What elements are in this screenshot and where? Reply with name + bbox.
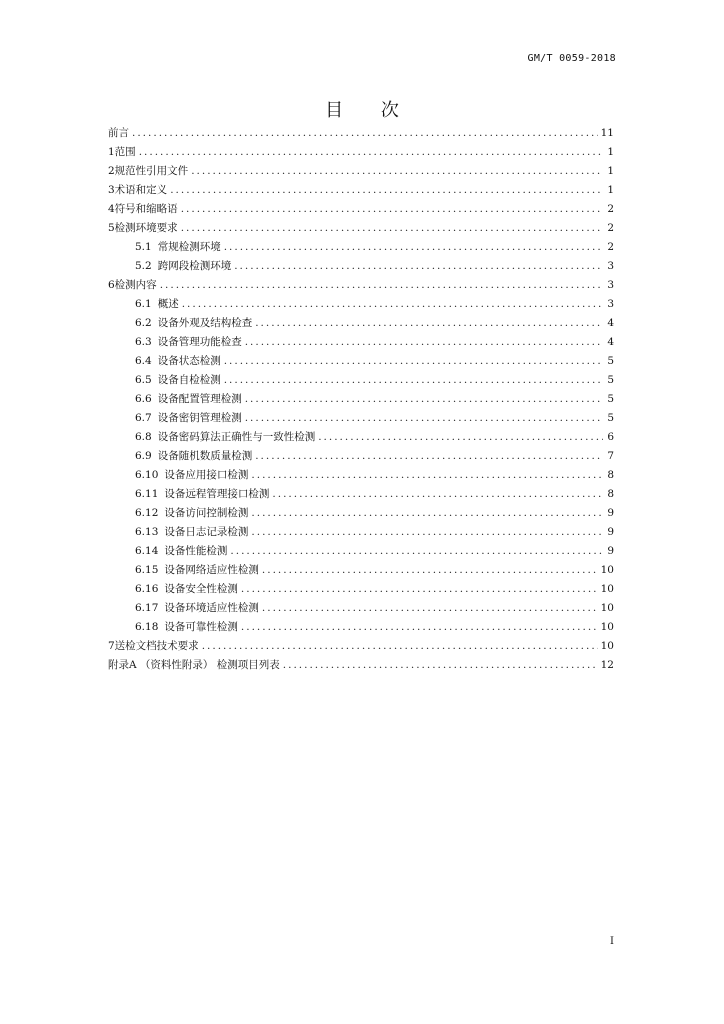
toc-entry-number: 5.1: [135, 241, 152, 253]
toc-entry-label: 6检测内容: [108, 279, 157, 291]
toc-entry-number: 6.18: [135, 621, 159, 633]
toc-entry-label: 7送检文档技术要求: [108, 640, 199, 652]
toc-entry-number: 5.2: [135, 260, 152, 272]
toc-entry-label: 设备密钥管理检测: [157, 412, 242, 424]
toc-entry-page: 12: [600, 659, 614, 671]
toc-entry-label: 设备性能检测: [164, 545, 228, 557]
toc-entry[interactable]: [108, 124, 614, 143]
toc-entry-page: 2: [607, 203, 614, 215]
toc-entry-page: 11: [600, 127, 614, 139]
toc-dot-leader: [245, 333, 603, 352]
toc-entry-label: 设备应用接口检测: [164, 469, 249, 481]
toc-entry-number: 6.9: [135, 450, 152, 462]
toc-entry[interactable]: [108, 409, 614, 428]
toc-entry-number: 6.8: [135, 431, 152, 443]
toc-entry-label: 跨网段检测环境: [157, 260, 232, 272]
toc-entry-number: 6.10: [135, 469, 159, 481]
toc-entry-number: 6.3: [135, 336, 152, 348]
table-of-contents: [108, 124, 614, 675]
toc-entry[interactable]: [108, 333, 614, 352]
toc-entry-label: 设备日志记录检测: [164, 526, 249, 538]
toc-entry-page: 4: [607, 317, 614, 329]
toc-entry-label: 2规范性引用文件: [108, 165, 189, 177]
toc-entry-label: 设备自检检测: [157, 374, 221, 386]
toc-entry-number: 6.1: [135, 298, 152, 310]
toc-dot-leader: [318, 428, 603, 447]
toc-dot-leader: [224, 238, 603, 257]
toc-entry-label: 设备管理功能检查: [157, 336, 242, 348]
toc-entry-label: 概述: [157, 298, 179, 310]
toc-dot-leader: [283, 656, 598, 675]
toc-entry[interactable]: [108, 257, 614, 276]
toc-dot-leader: [182, 295, 603, 314]
toc-entry-page: 5: [607, 374, 614, 386]
toc-entry-label: 常规检测环境: [157, 241, 221, 253]
document-code: GM/T 0059-2018: [527, 53, 616, 64]
toc-dot-leader: [132, 124, 598, 143]
page-number: I: [610, 936, 614, 947]
toc-entry-label: 附录A （资料性附录） 检测项目列表: [108, 659, 280, 671]
toc-dot-leader: [170, 181, 603, 200]
toc-dot-leader: [255, 314, 603, 333]
toc-entry-page: 5: [607, 412, 614, 424]
toc-entry[interactable]: [108, 200, 614, 219]
toc-entry[interactable]: [108, 580, 614, 599]
toc-entry-page: 4: [607, 336, 614, 348]
toc-entry-label: 设备安全性检测: [164, 583, 238, 595]
toc-dot-leader: [245, 390, 603, 409]
toc-entry[interactable]: [108, 219, 614, 238]
toc-entry-page: 10: [600, 602, 614, 614]
toc-entry-label: 前言: [108, 127, 129, 139]
toc-entry-page: 1: [607, 146, 614, 158]
toc-entry-page: 8: [607, 469, 614, 481]
toc-entry[interactable]: [108, 542, 614, 561]
toc-entry-number: 6.6: [135, 393, 152, 405]
toc-entry-number: 6.4: [135, 355, 152, 367]
toc-entry[interactable]: [108, 618, 614, 637]
toc-dot-leader: [191, 162, 603, 181]
toc-entry[interactable]: [108, 504, 614, 523]
toc-entry-page: 10: [600, 640, 614, 652]
toc-dot-leader: [230, 542, 603, 561]
toc-dot-leader: [245, 409, 603, 428]
toc-entry[interactable]: [108, 143, 614, 162]
toc-dot-leader: [262, 561, 598, 580]
toc-entry[interactable]: [108, 181, 614, 200]
toc-entry-number: 6.2: [135, 317, 152, 329]
toc-entry-number: 6.11: [135, 488, 159, 500]
toc-entry-page: 10: [600, 564, 614, 576]
toc-entry[interactable]: [108, 656, 614, 675]
toc-entry-page: 5: [607, 355, 614, 367]
page-title: 目 次: [325, 100, 415, 121]
toc-entry-number: 6.7: [135, 412, 152, 424]
toc-entry-page: 9: [607, 545, 614, 557]
toc-dot-leader: [202, 637, 598, 656]
toc-entry-page: 9: [607, 507, 614, 519]
toc-entry[interactable]: [108, 371, 614, 390]
toc-entry-page: 1: [607, 184, 614, 196]
toc-dot-leader: [255, 447, 603, 466]
toc-entry[interactable]: [108, 466, 614, 485]
toc-entry-label: 设备状态检测: [157, 355, 221, 367]
toc-entry-label: 设备随机数质量检测: [157, 450, 253, 462]
toc-dot-leader: [160, 276, 603, 295]
toc-entry-page: 2: [607, 222, 614, 234]
toc-entry[interactable]: [108, 276, 614, 295]
toc-entry[interactable]: [108, 238, 614, 257]
toc-entry-number: 6.15: [135, 564, 159, 576]
toc-entry-page: 1: [607, 165, 614, 177]
toc-entry-label: 设备访问控制检测: [164, 507, 249, 519]
toc-dot-leader: [251, 523, 603, 542]
toc-entry-label: 4符号和缩略语: [108, 203, 178, 215]
toc-entry-label: 设备网络适应性检测: [164, 564, 259, 576]
toc-dot-leader: [224, 371, 603, 390]
toc-entry-label: 设备密码算法正确性与一致性检测: [157, 431, 316, 443]
toc-entry-page: 7: [607, 450, 614, 462]
toc-entry[interactable]: [108, 314, 614, 333]
toc-entry-number: 6.17: [135, 602, 159, 614]
toc-entry-page: 5: [607, 393, 614, 405]
toc-entry-label: 设备可靠性检测: [164, 621, 238, 633]
toc-entry-page: 3: [607, 279, 614, 291]
toc-entry[interactable]: [108, 428, 614, 447]
toc-entry-page: 10: [600, 621, 614, 633]
toc-dot-leader: [181, 200, 603, 219]
toc-dot-leader: [251, 504, 603, 523]
toc-dot-leader: [241, 580, 598, 599]
toc-entry-label: 5检测环境要求: [108, 222, 178, 234]
toc-entry-page: 9: [607, 526, 614, 538]
toc-entry[interactable]: [108, 599, 614, 618]
toc-dot-leader: [139, 143, 603, 162]
toc-dot-leader: [181, 219, 603, 238]
toc-dot-leader: [224, 352, 603, 371]
toc-entry-page: 3: [607, 260, 614, 272]
toc-entry-label: 设备环境适应性检测: [164, 602, 259, 614]
toc-entry-label: 设备远程管理接口检测: [164, 488, 270, 500]
toc-dot-leader: [262, 599, 598, 618]
toc-entry-label: 3术语和定义: [108, 184, 168, 196]
toc-entry-label: 设备外观及结构检查: [157, 317, 253, 329]
toc-entry[interactable]: [108, 637, 614, 656]
toc-dot-leader: [272, 485, 603, 504]
toc-entry[interactable]: [108, 352, 614, 371]
toc-entry-page: 3: [607, 298, 614, 310]
toc-entry-number: 6.16: [135, 583, 159, 595]
toc-entry-page: 8: [607, 488, 614, 500]
toc-entry[interactable]: [108, 561, 614, 580]
toc-entry-page: 10: [600, 583, 614, 595]
toc-entry-number: 6.13: [135, 526, 159, 538]
toc-entry[interactable]: [108, 447, 614, 466]
toc-entry-number: 6.5: [135, 374, 152, 386]
toc-entry[interactable]: [108, 390, 614, 409]
toc-entry[interactable]: [108, 485, 614, 504]
toc-dot-leader: [234, 257, 603, 276]
toc-entry-page: 6: [607, 431, 614, 443]
toc-entry[interactable]: [108, 162, 614, 181]
toc-entry[interactable]: [108, 295, 614, 314]
toc-entry-page: 2: [607, 241, 614, 253]
toc-dot-leader: [251, 466, 603, 485]
toc-entry[interactable]: [108, 523, 614, 542]
toc-dot-leader: [241, 618, 598, 637]
toc-entry-number: 6.12: [135, 507, 159, 519]
toc-entry-number: 6.14: [135, 545, 159, 557]
toc-entry-label: 1范围: [108, 146, 136, 158]
toc-entry-label: 设备配置管理检测: [157, 393, 242, 405]
